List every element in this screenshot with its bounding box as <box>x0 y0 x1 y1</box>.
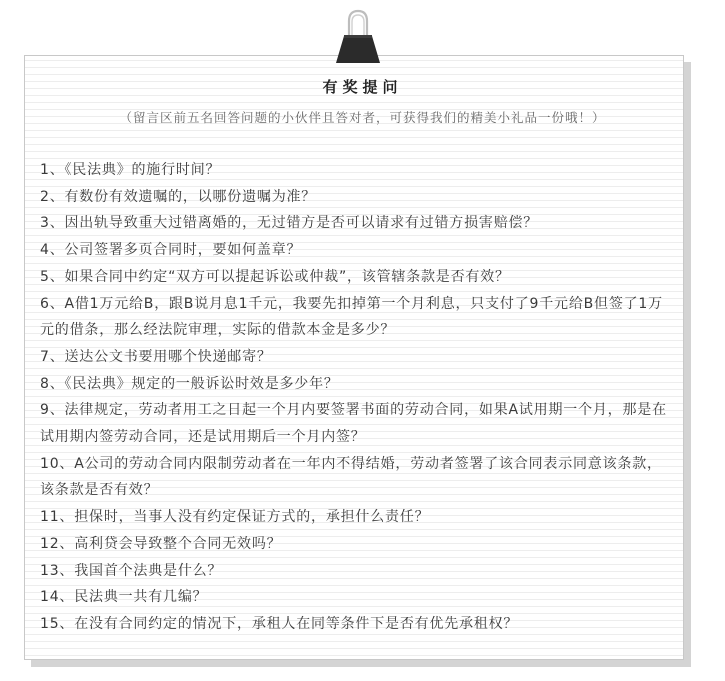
question-item-9: 9、法律规定，劳动者用工之日起一个月内要签署书面的劳动合同，如果A试用期一个月，那是在试用期内签劳动合同，还是试用期后一个月内签？ <box>40 402 667 446</box>
question-item-6: 6、A借1万元给B，跟B说月息1千元，我要先扣掉第一个月利息，只支付了9千元给B但签了1万元的借条，那么经法院审理，实际的借款本金是多少？ <box>40 295 663 339</box>
question-item-2: 2、有数份有效遗嘱的，以哪份遗嘱为准？ <box>40 188 317 205</box>
question-item-15: 15、在没有合同约定的情况下，承租人在同等条件下是否有优先承租权？ <box>40 615 519 632</box>
page-title: 有奖提问 <box>322 78 403 96</box>
question-item-12: 12、高利贷会导致整个合同无效吗？ <box>40 535 282 552</box>
question-item-1: 1、《民法典》的施行时间？ <box>40 162 221 178</box>
binder-clip-icon <box>334 8 382 64</box>
question-item-11: 11、担保时，当事人没有约定保证方式的，承担什么责任？ <box>40 509 430 526</box>
question-item-7: 7、送达公文书要用哪个快递邮寄？ <box>40 348 272 365</box>
question-item-4: 4、公司签署多页合同时，要如何盖章？ <box>40 242 302 259</box>
question-item-10: 10、A公司的劳动合同内限制劳动者在一年内不得结婚，劳动者签署了该合同表示同意该条款，该条款是否有效？ <box>40 455 662 499</box>
question-item-8: 8、《民法典》规定的一般诉讼时效是多少年？ <box>40 375 339 392</box>
question-item-14: 14、民法典一共有几编？ <box>40 589 208 606</box>
question-list <box>40 157 672 638</box>
question-item-13: 13、我国首个法典是什么？ <box>40 562 223 579</box>
question-item-5: 5、如果合同中约定“双方可以提起诉讼或仲裁”，该管辖条款是否有效？ <box>40 268 510 285</box>
page-subtitle: （留言区前五名回答问题的小伙伴且答对者，可获得我们的精美小礼品一份哦！） <box>119 110 606 125</box>
question-item-3: 3、因出轨导致重大过错离婚的，无过错方是否可以请求有过错方损害赔偿？ <box>40 215 539 232</box>
